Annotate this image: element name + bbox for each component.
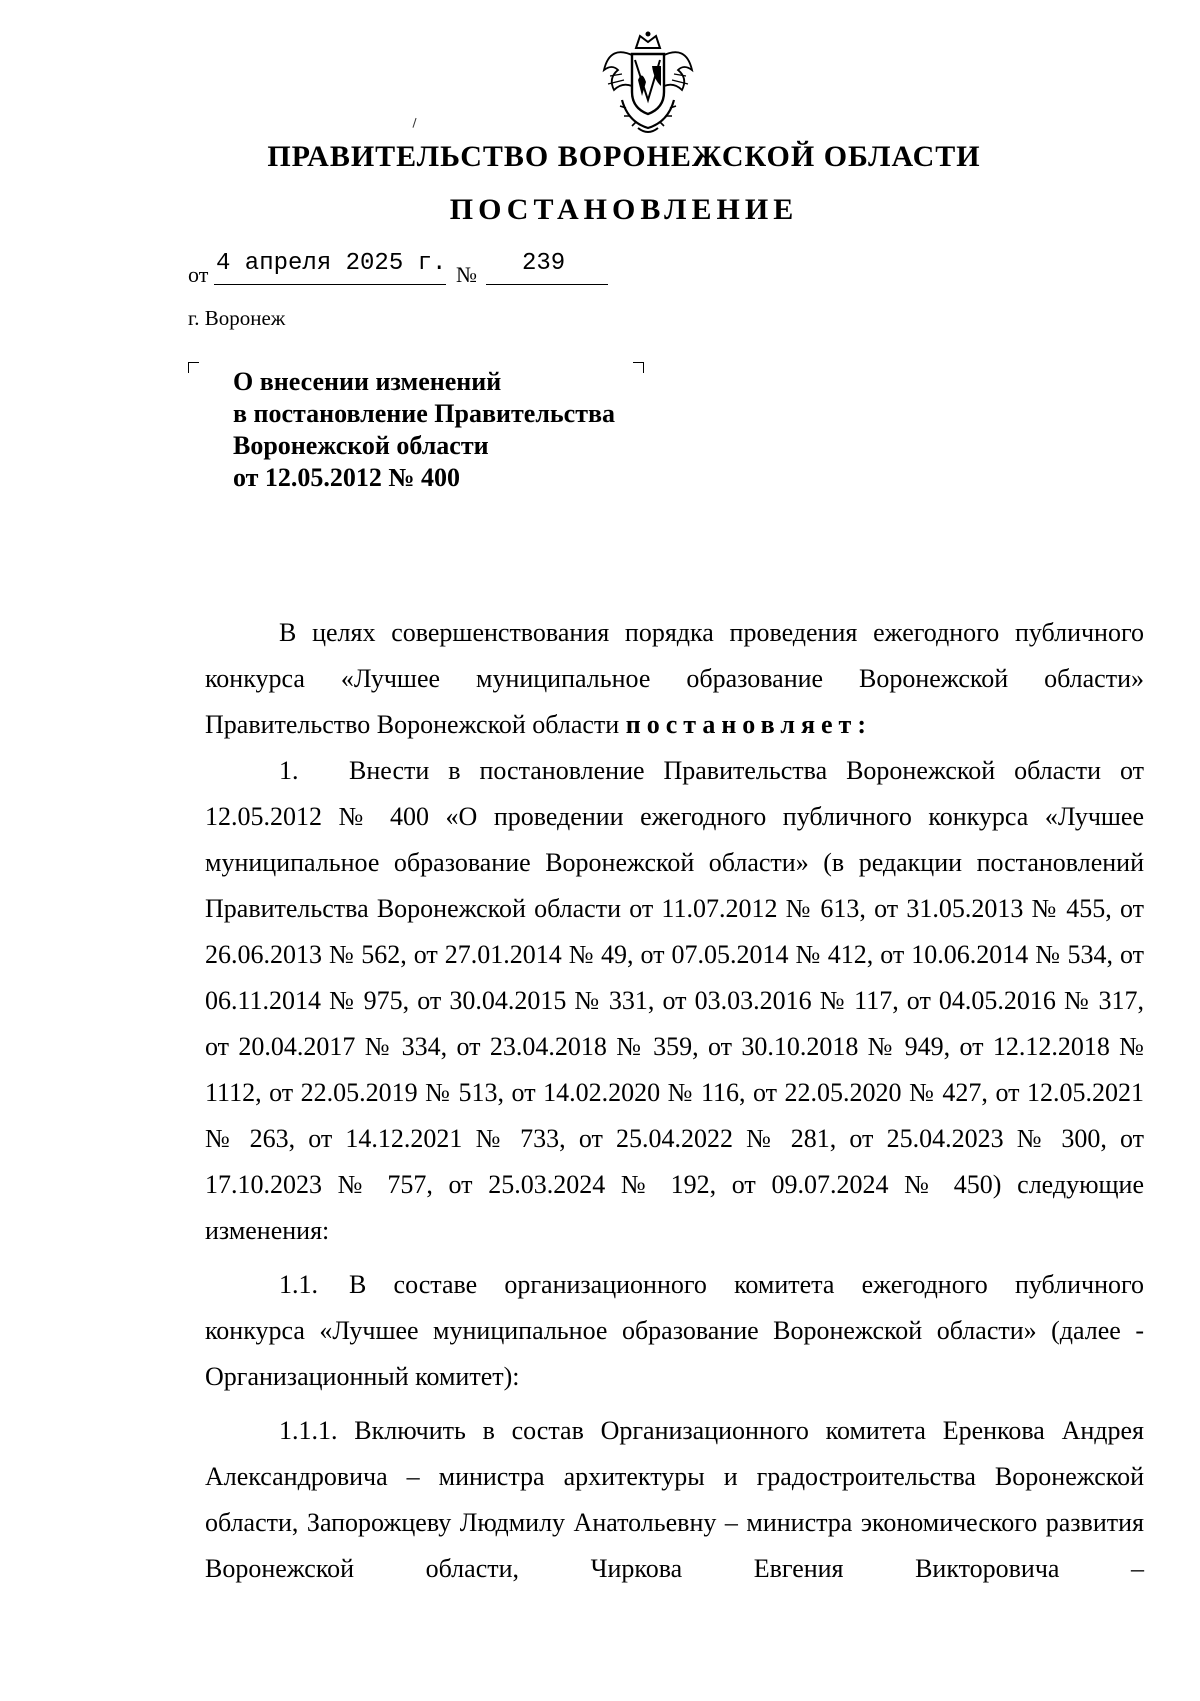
item-1-paragraph [205,748,1144,1254]
subject-bracket-left [188,362,199,373]
subject-line: Воронежской области [233,431,489,460]
item-1-1-paragraph [205,1262,1144,1400]
number-prefix: № [456,262,477,287]
item-1-1-text: В составе организационного комитета ежегодного публичного конкурса «Лучшее муниципальное образование Воронежской области» (далее - Организационный комитет): [205,1270,1144,1391]
subject-bracket-right [633,362,644,373]
item-1-number: 1. [279,756,299,785]
date-underline [214,284,446,285]
intro-paragraph [205,610,1144,748]
city-label: г. Воронеж [188,306,286,330]
number-value: 239 [522,250,566,277]
item-1-1-number: 1.1. [279,1270,318,1299]
date-prefix: от [188,262,209,287]
item-1-text: Внести в постановление Правительства Воронежской области от 12.05.2012 № 400 «О проведении ежегодного публичного конкурса «Лучшее муниципальное образование Воронежской области» (в редакции постановлений Правительства Воронежской области от 11.07.2012 № 613, от 31.05.2013 № 455, от 26.06.2013 № 562, от 27.01.2014 № 49, от 07.05.2014 № 412, от 10.06.2014 № 534, от 06.11.2014 № 975, от 30.04.2015 № 331, от 03.03.2016 № 117, от 04.05.2016 № 317, от 20.04.2017 № 334, от 23.04.2018 № 359, от 30.10.2018 № 949, от 12.12.2018 № 1112, от 22.05.2019 № 513, от 14.02.2020 № 116, от 22.05.2020 № 427, от 12.05.2021 № 263, от 14.12.2021 № 733, от 25.04.2022 № 281, от 25.04.2023 № 300, от 17.10.2023 № 757, от 25.03.2024 № 192, от 09.07.2024 № 450) следующие изменения: [205,756,1144,1245]
item-1-1-1-paragraph [205,1408,1144,1592]
date-number-line [188,250,648,290]
document-type-title: ПОСТАНОВЛЕНИЕ [449,193,799,226]
stray-mark [413,118,418,128]
date-value: 4 апреля 2025 г. [216,250,447,277]
subject-line: О внесении изменений [233,367,502,396]
subject-line: от 12.05.2012 № 400 [233,463,461,492]
item-1-1-1-text: 1.1.1. Включить в состав Организационного комитета Еренкова Андрея Александровича – министра архитектуры и градостроительства Воронежской области, Запорожцеву Людмилу Анатольевну – министра экономического развития Воронежской области, Чиркова Евгения Викторовича – [205,1416,1144,1583]
document-subject [233,366,615,494]
number-underline [486,284,608,285]
subject-line: в постановление Правительства [233,399,616,428]
coat-of-arms-emblem [598,30,698,142]
resolves-word: постановляет: [625,710,872,739]
government-title: ПРАВИТЕЛЬСТВО ВОРОНЕЖСКОЙ ОБЛАСТИ [267,140,981,173]
intro-text: В целях совершенствования порядка проведения ежегодного публичного конкурса «Лучшее муниципальное образование Воронежской области» Правительство Воронежской области [205,618,1144,739]
document-body [205,610,1144,1592]
